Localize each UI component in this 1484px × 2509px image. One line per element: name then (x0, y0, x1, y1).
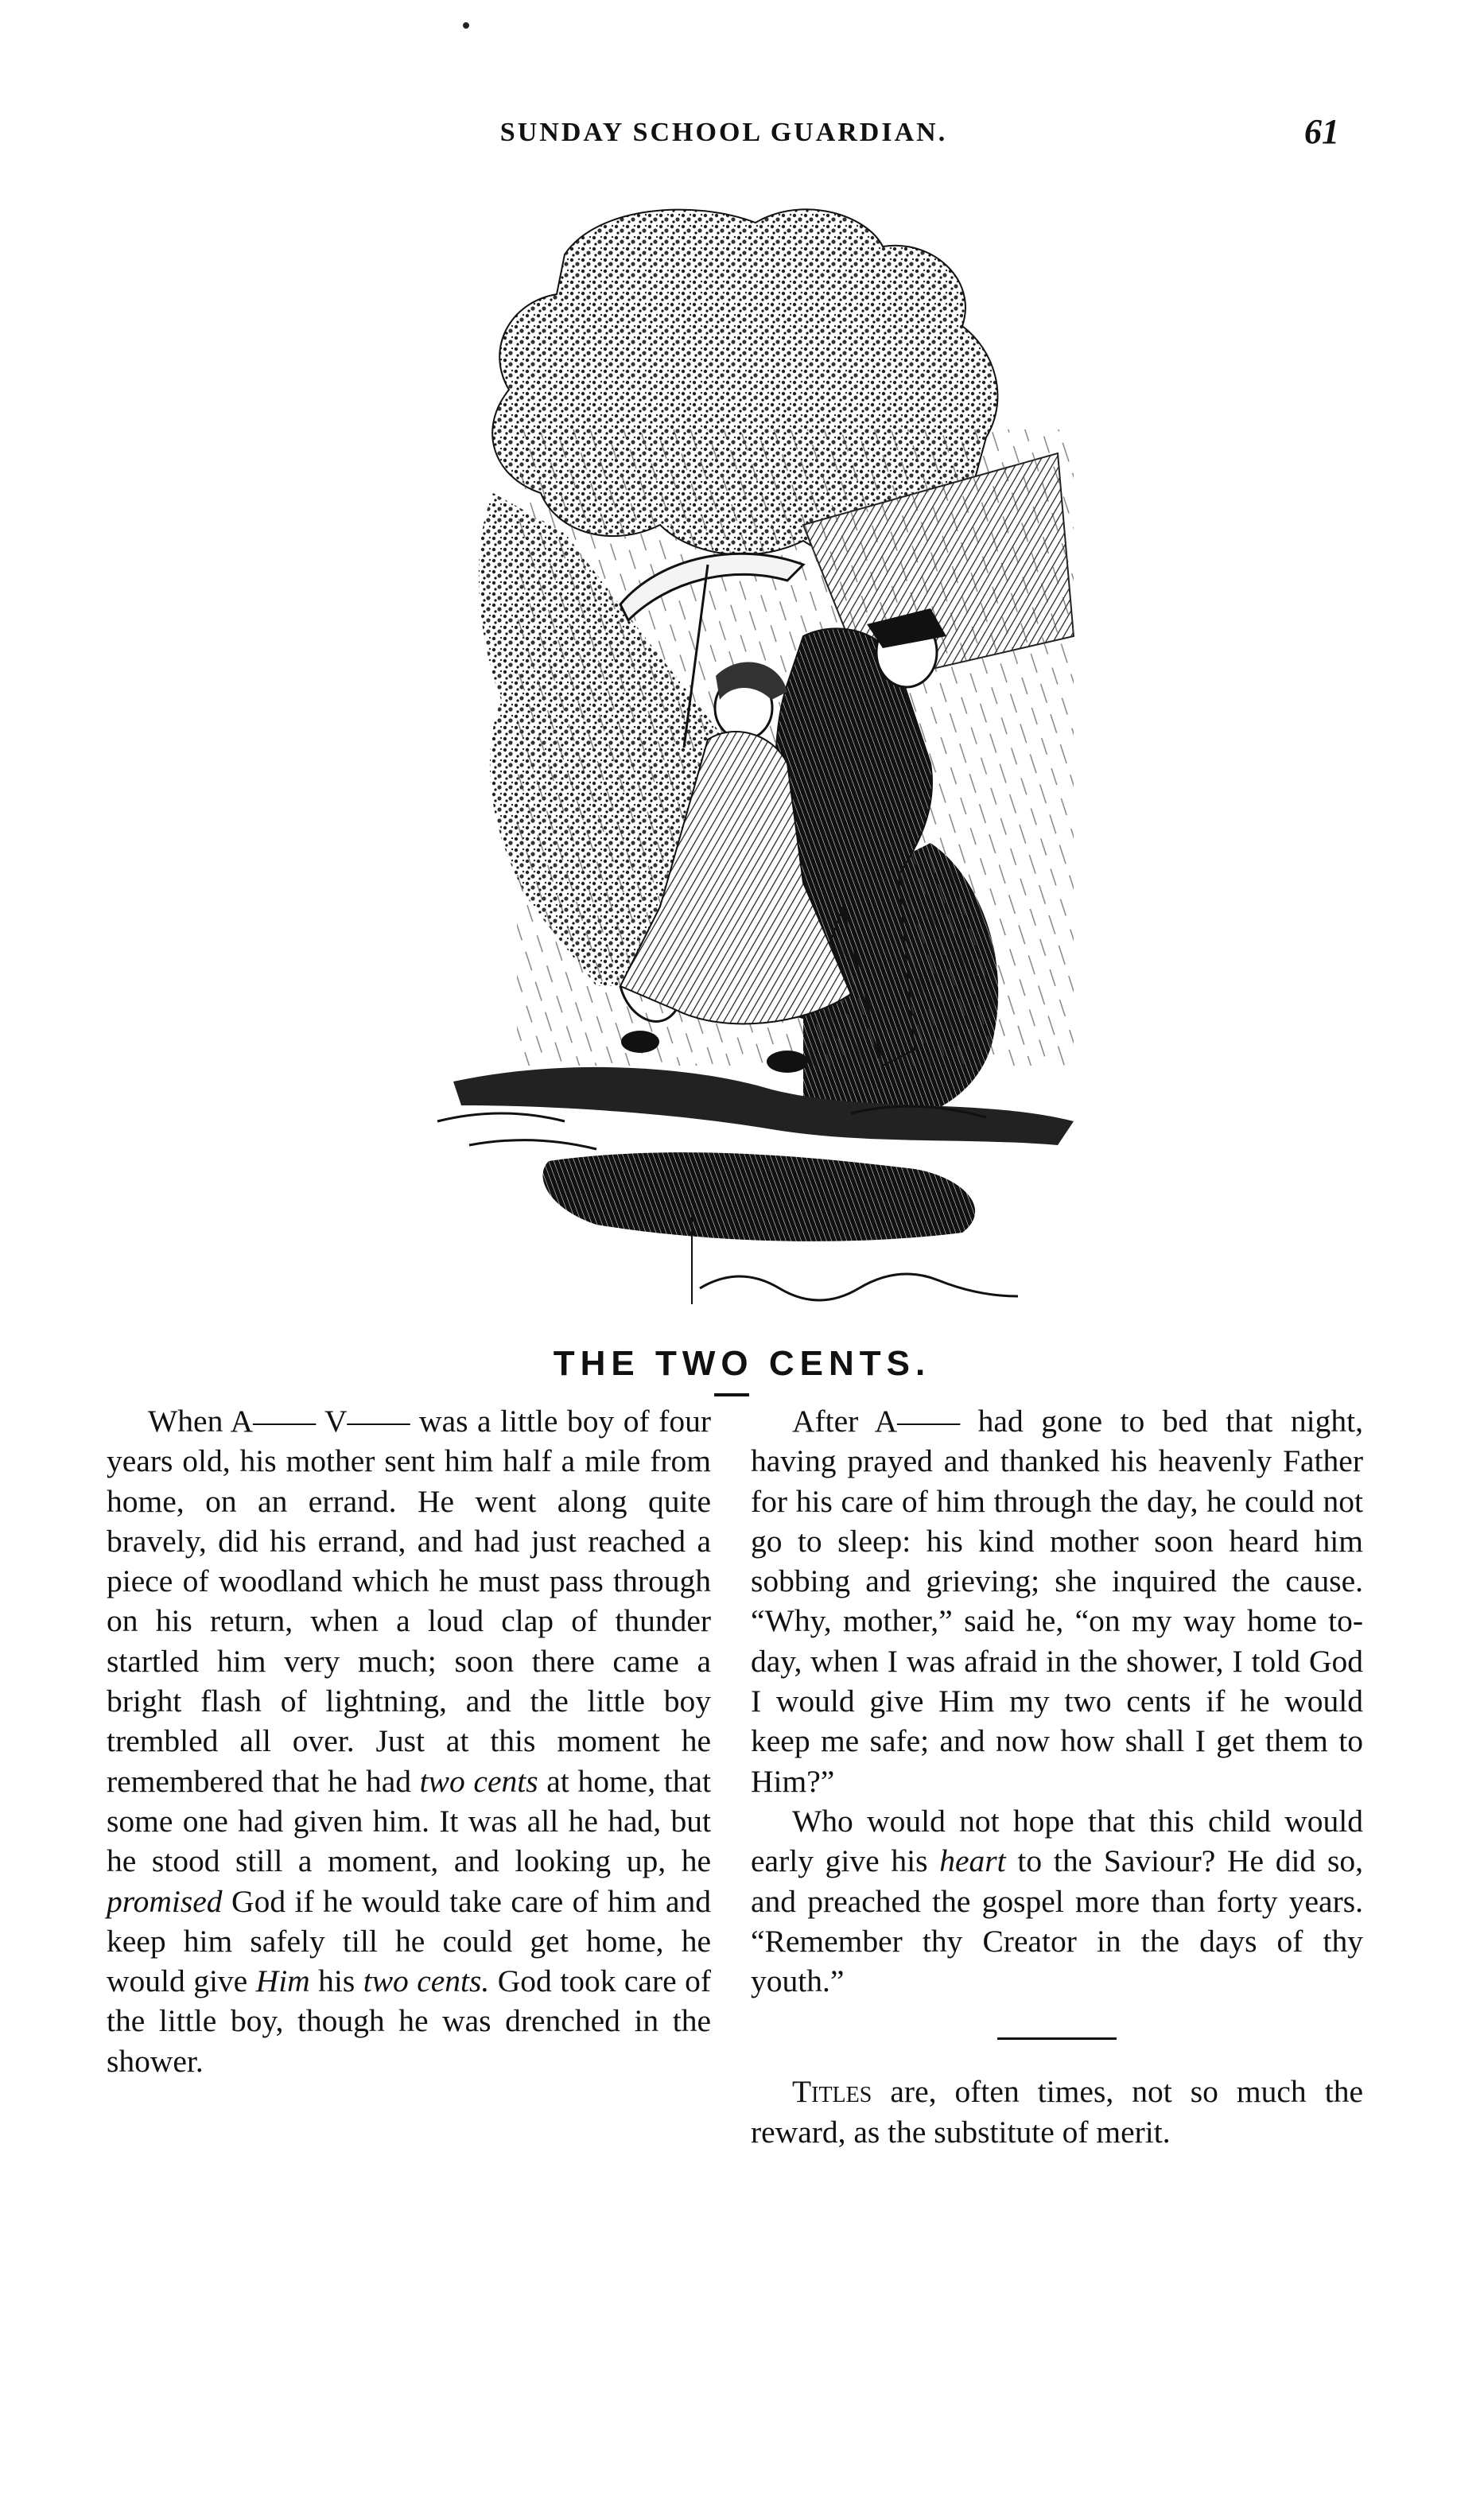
print-speck (463, 22, 469, 29)
p1-emphasis-promised: promised (107, 1883, 223, 1919)
p1-text-b: at home, that some one had given him. It was all he had, but he stood still a moment, and looking up, he (107, 1763, 711, 1879)
paragraph-3 (751, 1801, 1363, 2001)
section-divider (997, 2037, 1117, 2040)
paragraph-1 (107, 1401, 711, 2081)
article-title: THE TWO CENTS. (553, 1344, 931, 1383)
p1-emphasis-two-cents-2: two cents. (363, 1963, 490, 1999)
journal-name: SUNDAY SCHOOL GUARDIAN. (499, 118, 948, 147)
p3-text-b: to the Saviour? He did so, and preached the gospel more than forty years. “Remember thy Creator in the days of thy youth.” (751, 1843, 1364, 1999)
paragraph-2: After A—— had gone to bed that night, having prayed and thanked his heavenly Father for his care of him through the day, he could not go to sleep: his kind mother soon heard him sobbing and grieving; she inquired the cause. “Why, mother,” said he, “on my way home to-day, when I was afraid in the shower, I told God I would give Him my two cents if he would keep me safe; and now how shall I get them to Him?” (751, 1404, 1363, 1799)
p1-text-e: God took care of the little boy, though he was drenched in the shower. (107, 1963, 711, 2079)
p3-emphasis-heart: heart (939, 1843, 1006, 1879)
left-column (107, 1401, 711, 2081)
p1-emphasis-him: Him (255, 1963, 310, 1999)
page-number: 61 (1304, 112, 1339, 151)
engraving-svg (358, 191, 1153, 1336)
running-head (0, 112, 1484, 165)
p1-emphasis-two-cents: two cents (419, 1763, 538, 1799)
maxim-lead: Titles (792, 2074, 872, 2110)
p1-text-a: When A—— V—— was a little boy of four years old, his mother sent him half a mile from home, on an errand. He went along quite bravely, did his errand, and had just reached a piece of woodland which he must pass through on his return, when a loud clap of thunder startled him very much; soon there came a bright flash of lightning, and the little boy trembled all over. Just at this moment he remembered that he had (107, 1404, 711, 1799)
right-column (751, 1401, 1363, 2152)
maxim-paragraph (751, 2072, 1363, 2152)
p3-text-a: Who would not hope that this child would early give his (751, 1803, 1363, 1879)
maxim-text: are, often times, not so much the reward, as the substitute of merit. (751, 2074, 1363, 2150)
p1-text-c: God if he would take care of him and keep him safely till he could get home, he would give (107, 1883, 711, 1999)
engraving-children-in-rain-illustration (358, 191, 1153, 1336)
p1-text-d: his (309, 1963, 363, 1999)
title-rule (714, 1393, 749, 1396)
